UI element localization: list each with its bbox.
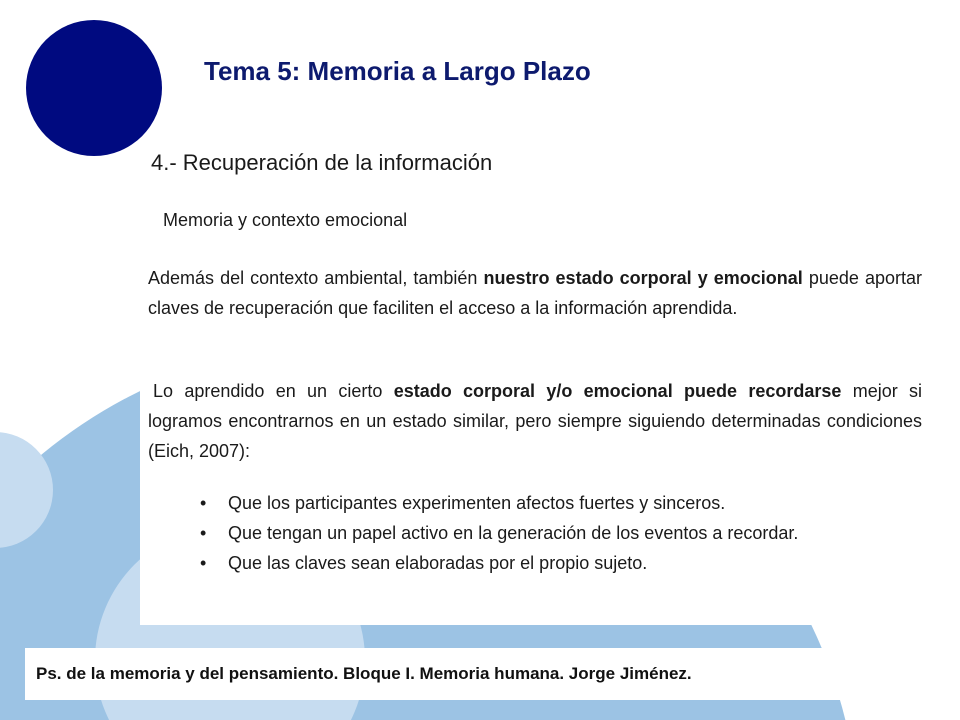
bullet-icon: • <box>200 493 207 513</box>
navy-circle <box>26 20 162 156</box>
list-item: • Que las claves sean elaboradas por el propio sujeto. <box>148 548 922 578</box>
list-item: • Que tengan un papel activo en la generación de los eventos a recordar. <box>148 518 922 548</box>
paragraph-2-emphasis: estado corporal y/o emocional puede recordarse <box>393 381 842 401</box>
slide-title: Tema 5: Memoria a Largo Plazo <box>204 56 591 86</box>
paragraph-1-emphasis: nuestro estado corporal y emocional <box>483 268 803 288</box>
paragraph-2: Lo aprendido en un cierto estado corporal y/o emocional puede recordarse mejor si logramos encontrarnos en un estado similar, pero siempre siguiendo determinadas condiciones (Eich, 2007): <box>148 381 923 461</box>
subheading: Memoria y contexto emocional <box>163 210 408 230</box>
conditions-list <box>148 488 922 578</box>
bullet-icon: • <box>200 523 207 543</box>
list-item: • Que los participantes experimenten afectos fuertes y sinceros. <box>148 488 922 518</box>
footer-text: Ps. de la memoria y del pensamiento. Bloque I. Memoria humana. Jorge Jiménez. <box>36 664 692 683</box>
section-heading: 4.- Recuperación de la información <box>151 150 493 175</box>
paragraph-1: Además del contexto ambiental, también nuestro estado corporal y emocional puede aportar claves de recuperación que faciliten el acceso a la información aprendida. <box>148 268 922 318</box>
footer-bar <box>25 648 960 700</box>
bullet-icon: • <box>200 553 207 573</box>
